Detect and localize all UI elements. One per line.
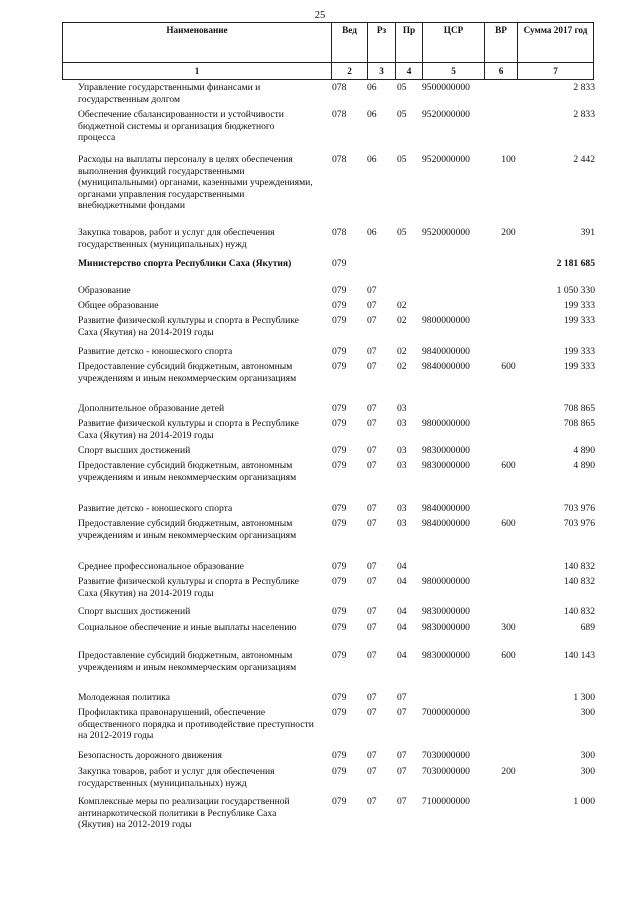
cell-sum: 199 333 (563, 346, 595, 357)
table-row (0, 606, 595, 618)
cell-csr: 7030000000 (422, 750, 470, 761)
cell-vr: 600 (501, 518, 516, 529)
cell-rz: 07 (367, 796, 377, 807)
cell-rz: 07 (367, 300, 377, 311)
cell-name: Обеспечение сбалансированности и устойчивости бюджетной системы и организация бюджетного процесса (78, 109, 284, 144)
cell-csr: 9520000000 (422, 154, 470, 165)
cell-sum: 708 865 (563, 418, 595, 429)
cell-ved: 079 (332, 403, 347, 414)
table-row (0, 460, 595, 483)
table-row (0, 315, 595, 338)
cell-ved: 079 (332, 315, 347, 326)
cell-ved: 079 (332, 361, 347, 372)
cell-csr: 9840000000 (422, 346, 470, 357)
cell-rz: 07 (367, 707, 377, 718)
cell-pr: 03 (397, 460, 407, 471)
cell-pr: 03 (397, 445, 407, 456)
header-name: Наименование (63, 23, 332, 63)
table-row (0, 361, 595, 384)
cell-rz: 06 (367, 227, 377, 238)
table-row (0, 503, 595, 515)
cell-name: Общее образование (78, 300, 159, 311)
cell-name: Развитие физической культуры и спорта в Республике Саха (Якутия) на 2014-2019 годы (78, 418, 299, 441)
header-csr: ЦСР (423, 23, 485, 63)
cell-pr: 07 (397, 796, 407, 807)
cell-vr: 100 (501, 154, 516, 165)
cell-pr: 03 (397, 518, 407, 529)
cell-ved: 079 (332, 503, 347, 514)
header-number: 1 (63, 63, 332, 80)
cell-sum: 199 333 (563, 361, 595, 372)
cell-sum: 2 181 685 (556, 258, 595, 269)
cell-pr: 04 (397, 650, 407, 661)
cell-sum: 4 890 (573, 460, 595, 471)
table-row (0, 692, 595, 704)
page-number: 25 (314, 10, 326, 21)
cell-name: Спорт высших достижений (78, 445, 191, 456)
cell-rz: 07 (367, 285, 377, 296)
cell-ved: 079 (332, 300, 347, 311)
cell-rz: 07 (367, 561, 377, 572)
cell-sum: 703 976 (563, 518, 595, 529)
table-header (62, 22, 594, 80)
cell-name: Предоставление субсидий бюджетным, автономным учреждениям и иным некоммерческим организациям (78, 650, 297, 673)
cell-ved: 078 (332, 109, 347, 120)
table-row (0, 750, 595, 762)
cell-rz: 06 (367, 82, 377, 93)
cell-pr: 05 (397, 82, 407, 93)
cell-vr: 600 (501, 650, 516, 661)
cell-csr: 9830000000 (422, 650, 470, 661)
cell-rz: 07 (367, 315, 377, 326)
cell-rz: 07 (367, 692, 377, 703)
cell-name: Социальное обеспечение и иные выплаты населению (78, 622, 297, 633)
cell-csr: 9800000000 (422, 576, 470, 587)
cell-csr: 9840000000 (422, 361, 470, 372)
cell-rz: 07 (367, 361, 377, 372)
table-row (0, 622, 595, 634)
cell-ved: 079 (332, 518, 347, 529)
table-row (0, 518, 595, 541)
cell-sum: 689 (580, 622, 595, 633)
cell-pr: 02 (397, 361, 407, 372)
cell-name: Закупка товаров, работ и услуг для обеспечения государственных (муниципальных) нужд (78, 227, 275, 250)
cell-vr: 600 (501, 460, 516, 471)
cell-sum: 2 833 (573, 109, 595, 120)
cell-name: Дополнительное образование детей (78, 403, 225, 414)
table-row (0, 650, 595, 673)
cell-csr: 9520000000 (422, 227, 470, 238)
cell-name: Безопасность дорожного движения (78, 750, 222, 761)
cell-csr: 9800000000 (422, 315, 470, 326)
cell-pr: 03 (397, 418, 407, 429)
cell-pr: 07 (397, 707, 407, 718)
header-number: 2 (332, 63, 368, 80)
cell-ved: 079 (332, 418, 347, 429)
cell-sum: 2 442 (573, 154, 595, 165)
header-number: 7 (518, 63, 594, 80)
header-sum: Сумма 2017 год (518, 23, 594, 63)
cell-rz: 07 (367, 622, 377, 633)
table-row (0, 154, 595, 212)
cell-name: Молодежная политика (78, 692, 171, 703)
cell-csr: 9520000000 (422, 109, 470, 120)
cell-ved: 078 (332, 227, 347, 238)
cell-sum: 703 976 (563, 503, 595, 514)
cell-ved: 079 (332, 258, 347, 269)
header-number: 5 (423, 63, 485, 80)
cell-pr: 04 (397, 622, 407, 633)
cell-name: Расходы на выплаты персоналу в целях обеспечения выполнения функций государственными (муниципальными) органами, казенными учреждениями, органами управления государственными внебюджетными фондами (78, 154, 313, 212)
cell-name: Комплексные меры по реализации государственной антинаркотической политики в Республике Саха (Якутия) на 2012-2019 годы (78, 796, 290, 831)
cell-pr: 04 (397, 576, 407, 587)
cell-sum: 1 300 (573, 692, 595, 703)
table-row (0, 445, 595, 457)
cell-name: Закупка товаров, работ и услуг для обеспечения государственных (муниципальных) нужд (78, 766, 275, 789)
header-number: 3 (368, 63, 396, 80)
cell-csr: 7100000000 (422, 796, 470, 807)
cell-pr: 05 (397, 154, 407, 165)
cell-ved: 079 (332, 285, 347, 296)
cell-csr: 9830000000 (422, 460, 470, 471)
cell-ved: 079 (332, 650, 347, 661)
cell-rz: 07 (367, 445, 377, 456)
header-vr: ВР (485, 23, 518, 63)
cell-name: Развитие физической культуры и спорта в Республике Саха (Якутия) на 2014-2019 годы (78, 576, 299, 599)
cell-sum: 140 832 (563, 606, 595, 617)
cell-name: Предоставление субсидий бюджетным, автономным учреждениям и иным некоммерческим организациям (78, 361, 297, 384)
cell-ved: 079 (332, 622, 347, 633)
cell-rz: 06 (367, 109, 377, 120)
cell-name: Профилактика правонарушений, обеспечение общественного порядка и противодействие преступности на 2012-2019 годы (78, 707, 314, 742)
cell-name: Министерство спорта Республики Саха (Якутия) (78, 258, 292, 269)
cell-sum: 300 (580, 707, 595, 718)
cell-rz: 07 (367, 766, 377, 777)
cell-sum: 199 333 (563, 315, 595, 326)
cell-rz: 07 (367, 346, 377, 357)
cell-pr: 03 (397, 503, 407, 514)
cell-rz: 07 (367, 518, 377, 529)
cell-csr: 7000000000 (422, 707, 470, 718)
cell-csr: 9840000000 (422, 503, 470, 514)
cell-sum: 199 333 (563, 300, 595, 311)
cell-pr: 02 (397, 315, 407, 326)
cell-rz: 07 (367, 460, 377, 471)
table-row (0, 227, 595, 250)
cell-name: Предоставление субсидий бюджетным, автономным учреждениям и иным некоммерческим организациям (78, 460, 297, 483)
table-row (0, 82, 595, 105)
cell-ved: 079 (332, 766, 347, 777)
cell-name: Образование (78, 285, 131, 296)
cell-ved: 079 (332, 445, 347, 456)
cell-vr: 600 (501, 361, 516, 372)
cell-sum: 4 890 (573, 445, 595, 456)
header-number: 4 (396, 63, 423, 80)
cell-name: Спорт высших достижений (78, 606, 191, 617)
cell-csr: 9830000000 (422, 622, 470, 633)
cell-name: Развитие физической культуры и спорта в Республике Саха (Якутия) на 2014-2019 годы (78, 315, 299, 338)
table-row (0, 403, 595, 415)
table-row (0, 418, 595, 441)
cell-pr: 03 (397, 403, 407, 414)
cell-rz: 07 (367, 418, 377, 429)
cell-csr: 9830000000 (422, 606, 470, 617)
header-pr: Пр (396, 23, 423, 63)
cell-pr: 04 (397, 561, 407, 572)
table-row (0, 707, 595, 742)
cell-ved: 079 (332, 576, 347, 587)
cell-csr: 9830000000 (422, 445, 470, 456)
cell-csr: 9800000000 (422, 418, 470, 429)
cell-ved: 078 (332, 154, 347, 165)
table-row (0, 285, 595, 297)
cell-rz: 07 (367, 403, 377, 414)
cell-sum: 140 143 (563, 650, 595, 661)
cell-ved: 079 (332, 707, 347, 718)
cell-name: Развитие детско - юношеского спорта (78, 503, 233, 514)
header-ved: Вед (332, 23, 368, 63)
cell-ved: 079 (332, 606, 347, 617)
cell-ved: 079 (332, 460, 347, 471)
cell-sum: 391 (580, 227, 595, 238)
cell-name: Среднее профессиональное образование (78, 561, 244, 572)
cell-vr: 200 (501, 227, 516, 238)
cell-sum: 140 832 (563, 561, 595, 572)
cell-rz: 07 (367, 576, 377, 587)
cell-pr: 04 (397, 606, 407, 617)
cell-sum: 1 000 (573, 796, 595, 807)
table-row (0, 300, 595, 312)
cell-rz: 06 (367, 154, 377, 165)
header-number: 6 (485, 63, 518, 80)
table-row (0, 258, 595, 270)
cell-pr: 07 (397, 766, 407, 777)
cell-sum: 2 833 (573, 82, 595, 93)
table-row (0, 796, 595, 831)
cell-vr: 300 (501, 622, 516, 633)
cell-sum: 300 (580, 750, 595, 761)
cell-sum: 708 865 (563, 403, 595, 414)
cell-pr: 05 (397, 109, 407, 120)
cell-name: Предоставление субсидий бюджетным, автономным учреждениям и иным некоммерческим организациям (78, 518, 297, 541)
cell-pr: 07 (397, 750, 407, 761)
cell-csr: 9840000000 (422, 518, 470, 529)
table-row (0, 766, 595, 789)
cell-vr: 200 (501, 766, 516, 777)
cell-pr: 02 (397, 346, 407, 357)
header-rz: Рз (368, 23, 396, 63)
cell-ved: 078 (332, 82, 347, 93)
cell-sum: 1 050 330 (556, 285, 595, 296)
cell-sum: 140 832 (563, 576, 595, 587)
table-row (0, 576, 595, 599)
cell-ved: 079 (332, 692, 347, 703)
cell-rz: 07 (367, 750, 377, 761)
cell-ved: 079 (332, 796, 347, 807)
cell-ved: 079 (332, 750, 347, 761)
cell-rz: 07 (367, 650, 377, 661)
table-row (0, 109, 595, 144)
table-row (0, 346, 595, 358)
cell-rz: 07 (367, 606, 377, 617)
cell-csr: 9500000000 (422, 82, 470, 93)
cell-pr: 05 (397, 227, 407, 238)
cell-pr: 02 (397, 300, 407, 311)
table-row (0, 561, 595, 573)
cell-ved: 079 (332, 346, 347, 357)
cell-csr: 7030000000 (422, 766, 470, 777)
cell-pr: 07 (397, 692, 407, 703)
cell-name: Развитие детско - юношеского спорта (78, 346, 233, 357)
cell-ved: 079 (332, 561, 347, 572)
cell-rz: 07 (367, 503, 377, 514)
cell-name: Управление государственными финансами и государственным долгом (78, 82, 261, 105)
cell-sum: 300 (580, 766, 595, 777)
